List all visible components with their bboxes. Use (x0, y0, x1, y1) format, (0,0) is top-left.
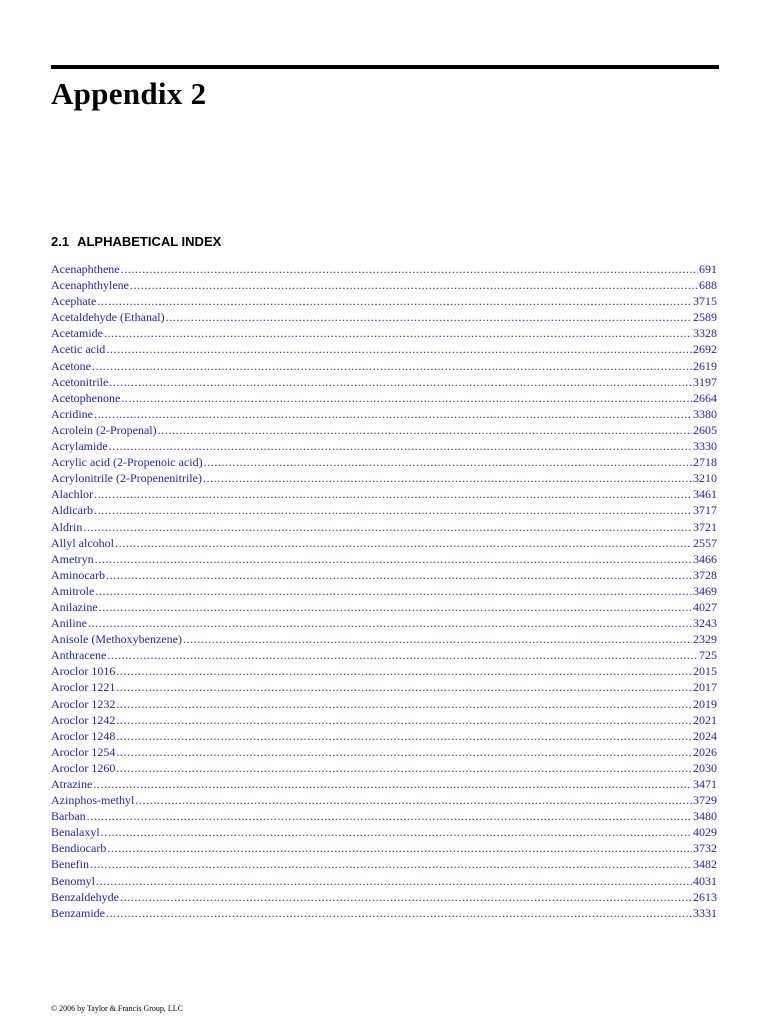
dot-leader (116, 663, 692, 679)
index-entry[interactable] (51, 358, 717, 374)
entry-page-link[interactable]: 2718 (693, 455, 717, 470)
entry-name-link[interactable]: Anthracene (51, 648, 107, 663)
entry-page-link[interactable]: 3728 (693, 567, 717, 582)
dot-leader (183, 631, 692, 647)
entry-page-link[interactable]: 688 (699, 278, 717, 293)
index-entry[interactable] (51, 438, 717, 454)
entry-name-link[interactable]: Barban (51, 809, 86, 824)
index-entry[interactable] (51, 696, 717, 712)
entry-page-link[interactable]: 2613 (693, 889, 717, 904)
entry-name-link[interactable]: Acrylic acid (2-Propenoic acid) (51, 455, 203, 470)
entry-page-link[interactable]: 2692 (693, 342, 717, 357)
entry-page-link[interactable]: 3466 (693, 551, 717, 566)
entry-page-link[interactable]: 3469 (693, 583, 717, 598)
index-entry[interactable] (51, 808, 717, 824)
index-entry[interactable] (51, 341, 717, 357)
index-entry[interactable] (51, 535, 717, 551)
dot-leader (104, 325, 692, 341)
entry-page-link[interactable]: 3328 (693, 326, 717, 341)
entry-page-link[interactable]: 2589 (693, 310, 717, 325)
entry-name-link[interactable]: Acetamide (51, 326, 103, 341)
entry-name-link[interactable]: Alachlor (51, 487, 93, 502)
dot-leader (116, 728, 692, 744)
entry-name-link[interactable]: Aldicarb (51, 503, 93, 518)
entry-name-link[interactable]: Acenaphthene (51, 262, 120, 276)
index-entry[interactable] (51, 390, 717, 406)
index-entry[interactable] (51, 261, 717, 277)
entry-name-link[interactable]: Acridine (51, 406, 93, 421)
index-entry[interactable] (51, 889, 717, 905)
entry-page-link[interactable]: 4031 (693, 873, 717, 888)
entry-page-link[interactable]: 2030 (693, 760, 717, 775)
entry-name-link[interactable]: Atrazine (51, 777, 93, 791)
index-entry[interactable] (51, 309, 717, 325)
entry-page-link[interactable]: 4027 (693, 599, 717, 614)
entry-name-link[interactable]: Acetic acid (51, 342, 106, 357)
entry-name-link[interactable]: Aroclor 1254 (51, 744, 116, 759)
dot-leader (106, 567, 692, 583)
dot-leader (93, 776, 692, 792)
index-entry[interactable] (51, 293, 717, 309)
entry-name-link[interactable]: Amitrole (51, 583, 95, 598)
section-heading (51, 234, 221, 250)
entry-name-link[interactable]: Acrylamide (51, 439, 108, 454)
index-entry[interactable] (51, 792, 717, 808)
index-entry[interactable] (51, 856, 717, 872)
entry-page-link[interactable]: 725 (699, 648, 717, 663)
dot-leader (166, 309, 692, 325)
entry-name-link[interactable]: Aroclor 1221 (51, 680, 116, 695)
entry-name-link[interactable]: Benalaxyl (51, 825, 100, 840)
index-entry[interactable] (51, 422, 717, 438)
dot-leader (109, 374, 692, 390)
entry-name-link[interactable]: Azinphos-methyl (51, 793, 135, 808)
dot-leader (135, 792, 692, 808)
entry-name-link[interactable]: Acrolein (2-Propenal) (51, 422, 157, 437)
entry-page-link[interactable]: 2619 (693, 358, 717, 373)
entry-name-link[interactable]: Aldrin (51, 519, 83, 534)
index-entry[interactable] (51, 679, 717, 695)
index-entry[interactable] (51, 824, 717, 840)
entry-page-link[interactable]: 2605 (693, 422, 717, 437)
dot-leader (94, 486, 692, 502)
entry-page-link[interactable]: 3243 (693, 616, 717, 631)
dot-leader (116, 760, 692, 776)
entry-name-link[interactable]: Benzaldehyde (51, 889, 119, 904)
dot-leader (116, 679, 692, 695)
entry-name-link[interactable]: Bendiocarb (51, 841, 107, 856)
entry-name-link[interactable]: Aroclor 1260 (51, 760, 116, 775)
top-rule (51, 65, 719, 69)
index-entry[interactable] (51, 647, 717, 663)
index-entry[interactable] (51, 905, 717, 921)
alphabetical-index-list (51, 261, 717, 921)
entry-name-link[interactable]: Benefin (51, 857, 89, 872)
entry-page-link[interactable]: 3717 (693, 503, 717, 518)
index-entry[interactable] (51, 406, 717, 422)
entry-name-link[interactable]: Aniline (51, 616, 87, 631)
entry-page-link[interactable]: 3480 (693, 809, 717, 824)
entry-name-link[interactable]: Anilazine (51, 599, 98, 614)
dot-leader (121, 390, 692, 406)
dot-leader (158, 422, 692, 438)
dot-leader (92, 358, 692, 374)
index-entry[interactable] (51, 551, 717, 567)
entry-page-link[interactable]: 2021 (693, 712, 717, 727)
entry-name-link[interactable]: Acetone (51, 358, 91, 373)
entry-name-link[interactable]: Acetaldehyde (Ethanal) (51, 310, 165, 325)
index-entry[interactable] (51, 454, 717, 470)
entry-page-link[interactable]: 3461 (693, 487, 717, 502)
index-entry[interactable] (51, 744, 717, 760)
entry-name-link[interactable]: Acenaphthylene (51, 278, 129, 293)
dot-leader (90, 856, 692, 872)
entry-page-link[interactable]: 3331 (693, 905, 717, 920)
entry-name-link[interactable]: Acephate (51, 294, 97, 309)
index-entry[interactable] (51, 374, 717, 390)
dot-leader (115, 535, 692, 551)
dot-leader (107, 840, 692, 856)
index-entry[interactable] (51, 840, 717, 856)
entry-name-link[interactable]: Anisole (Methoxybenzene) (51, 632, 182, 647)
index-entry[interactable] (51, 325, 717, 341)
entry-page-link[interactable]: 2329 (693, 632, 717, 647)
dot-leader (121, 261, 698, 277)
dot-leader (88, 615, 692, 631)
chapter-title: Appendix 2 (51, 76, 207, 111)
entry-page-link[interactable]: 2024 (693, 728, 717, 743)
entry-name-link[interactable]: Acetophenone (51, 390, 121, 405)
entry-page-link[interactable]: 3197 (693, 374, 717, 389)
dot-leader (116, 696, 692, 712)
index-entry[interactable] (51, 486, 717, 502)
section-number: 2.1 (51, 234, 70, 249)
entry-page-link[interactable]: 3380 (693, 406, 717, 421)
index-entry[interactable] (51, 760, 717, 776)
entry-page-link[interactable]: 691 (699, 262, 717, 276)
dot-leader (94, 406, 692, 422)
dot-leader (95, 551, 692, 567)
entry-page-link[interactable]: 2664 (693, 390, 717, 405)
entry-page-link[interactable]: 3471 (693, 777, 717, 791)
index-entry[interactable] (51, 502, 717, 518)
entry-name-link[interactable]: Acrylonitrile (2-Propenenitrile) (51, 471, 202, 486)
entry-name-link[interactable]: Ametryn (51, 551, 94, 566)
dot-leader (106, 905, 692, 921)
index-entry[interactable] (51, 567, 717, 583)
entry-page-link[interactable]: 3210 (693, 471, 717, 486)
entry-name-link[interactable]: Aminocarb (51, 567, 105, 582)
entry-page-link[interactable]: 3729 (693, 793, 717, 808)
entry-page-link[interactable]: 2017 (693, 680, 717, 695)
entry-name-link[interactable]: Benzamide (51, 905, 105, 920)
index-entry[interactable] (51, 776, 717, 792)
entry-page-link[interactable]: 4029 (693, 825, 717, 840)
index-entry[interactable] (51, 663, 717, 679)
dot-leader (130, 277, 698, 293)
dot-leader (95, 583, 692, 599)
entry-page-link[interactable]: 3721 (693, 519, 717, 534)
entry-name-link[interactable]: Acetonitrile (51, 374, 109, 389)
dot-leader (101, 824, 692, 840)
entry-name-link[interactable]: Allyl alcohol (51, 535, 114, 550)
section-title: ALPHABETICAL INDEX (77, 234, 222, 249)
entry-page-link[interactable]: 2026 (693, 744, 717, 759)
index-entry[interactable] (51, 519, 717, 535)
index-entry[interactable] (51, 873, 717, 889)
entry-page-link[interactable]: 3732 (693, 841, 717, 856)
dot-leader (204, 454, 692, 470)
entry-page-link[interactable]: 3330 (693, 439, 717, 454)
entry-page-link[interactable]: 2019 (693, 696, 717, 711)
entry-page-link[interactable]: 2015 (693, 664, 717, 679)
dot-leader (83, 519, 692, 535)
entry-page-link[interactable]: 2557 (693, 535, 717, 550)
dot-leader (97, 293, 692, 309)
dot-leader (96, 873, 692, 889)
dot-leader (99, 599, 692, 615)
dot-leader (203, 470, 692, 486)
index-entry[interactable] (51, 615, 717, 631)
index-entry[interactable] (51, 712, 717, 728)
footer-copyright: © 2006 by Taylor & Francis Group, LLC (51, 1004, 184, 1013)
entry-name-link[interactable]: Aroclor 1242 (51, 712, 116, 727)
dot-leader (109, 438, 692, 454)
dot-leader (94, 502, 692, 518)
index-entry[interactable] (51, 728, 717, 744)
index-entry[interactable] (51, 631, 717, 647)
dot-leader (87, 808, 692, 824)
index-entry[interactable] (51, 599, 717, 615)
entry-name-link[interactable]: Benomyl (51, 873, 95, 888)
dot-leader (120, 889, 692, 905)
dot-leader (107, 647, 698, 663)
dot-leader (116, 744, 692, 760)
dot-leader (116, 712, 692, 728)
index-entry[interactable] (51, 583, 717, 599)
index-entry[interactable] (51, 470, 717, 486)
entry-page-link[interactable]: 3482 (693, 857, 717, 872)
dot-leader (106, 341, 692, 357)
entry-name-link[interactable]: Aroclor 1016 (51, 664, 116, 679)
entry-page-link[interactable]: 3715 (693, 294, 717, 309)
entry-name-link[interactable]: Aroclor 1232 (51, 696, 116, 711)
entry-name-link[interactable]: Aroclor 1248 (51, 728, 116, 743)
index-entry[interactable] (51, 277, 717, 293)
